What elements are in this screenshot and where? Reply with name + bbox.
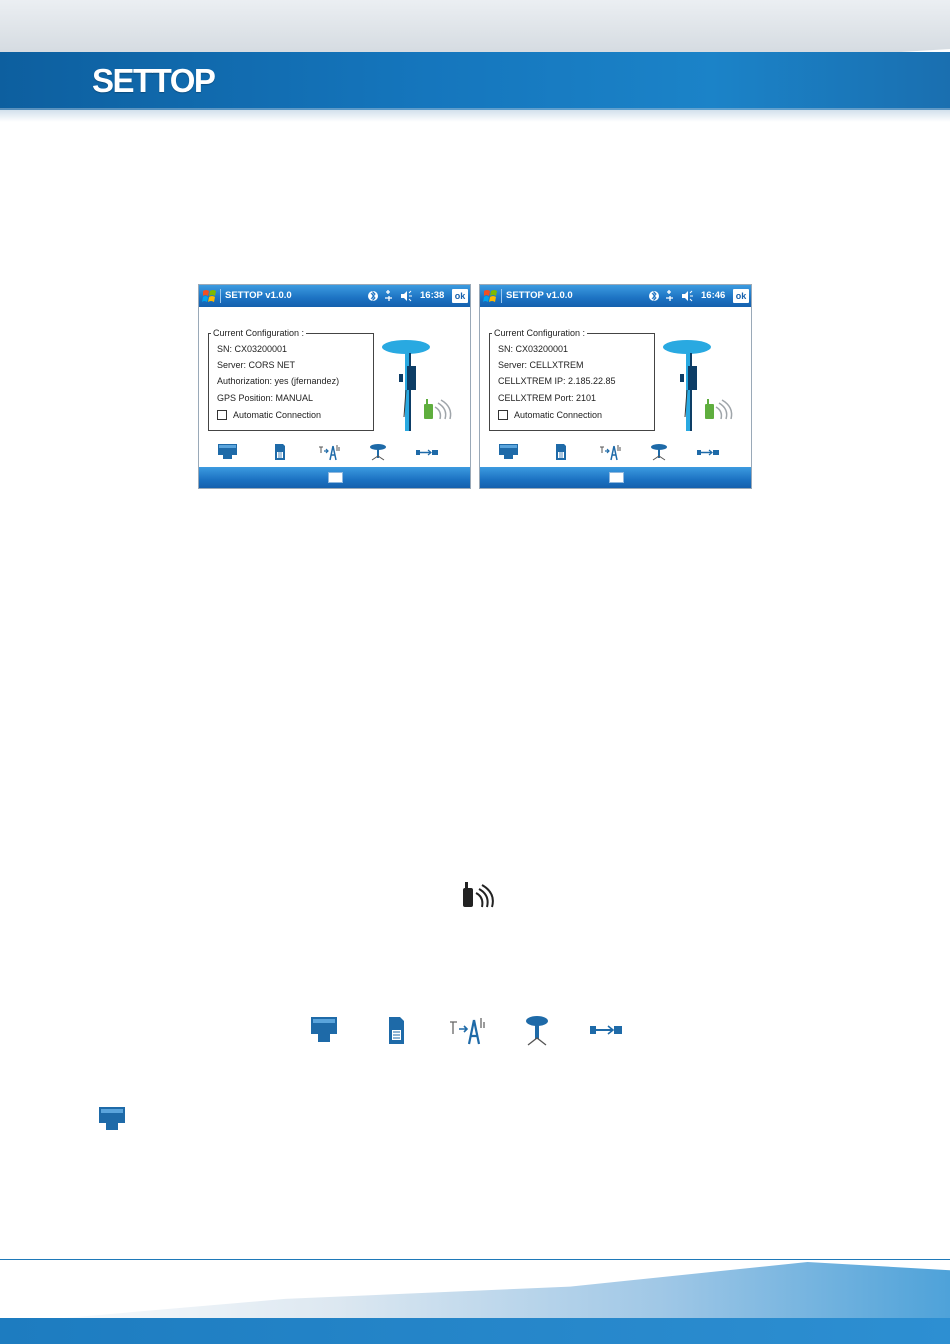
gps-position-line: GPS Position: MANUAL [217,393,314,403]
clock-time: 16:46 [701,290,726,301]
gps-antenna-icon[interactable] [366,443,390,461]
app-title: SETTOP v1.0.0 [506,290,573,301]
authorization-line: Authorization: yes (jfernandez) [217,376,340,386]
server-line: Server: CORS NET [217,360,296,370]
bluetooth-status-icon [649,291,659,301]
configuration-group [489,328,655,431]
windows-start-icon[interactable] [483,288,499,304]
ok-button[interactable]: ok [733,289,749,303]
volume-icon [401,291,412,301]
keyboard-icon[interactable] [328,472,343,483]
app-title: SETTOP v1.0.0 [225,290,292,301]
tool-bar [199,441,470,463]
gps-receiver-illustration [380,335,470,431]
connectivity-icon [385,290,392,301]
monitor-icon [304,1012,344,1048]
phone-signal-icon [705,399,732,419]
automatic-connection-checkbox[interactable] [498,410,508,420]
cellxtrem-ip-line: CELLXTREM IP: 2.185.22.85 [498,376,616,386]
bluetooth-status-icon [368,291,378,301]
serial-number-line: SN: CX03200001 [217,344,288,354]
command-bar [480,467,751,488]
automatic-connection-label: Automatic Connection [233,410,322,420]
automatic-connection-label: Automatic Connection [514,410,603,420]
cellxtrem-port-line: CELLXTREM Port: 2101 [498,393,597,403]
function-icon-strip [300,1012,640,1048]
antenna-tower-icon[interactable] [317,443,341,461]
gps-antenna-icon [517,1012,557,1048]
gps-receiver-illustration [661,335,751,431]
monitor-icon [97,1105,127,1133]
sim-card-icon[interactable] [268,443,292,461]
configuration-group [208,328,374,431]
server-line: Server: CELLXTREM [498,360,584,370]
tool-bar [480,441,751,463]
configuration-legend: Current Configuration : [213,328,305,338]
volume-icon [682,291,693,301]
pda-screen-cellxtrem [479,284,752,489]
clock-time: 16:38 [420,290,445,301]
configuration-legend: Current Configuration : [494,328,586,338]
phone-signal-icon [462,880,500,910]
serial-number-line: SN: CX03200001 [498,344,569,354]
cable-connector-icon [586,1012,626,1048]
ok-button[interactable]: ok [452,289,468,303]
antenna-tower-icon[interactable] [598,443,622,461]
automatic-connection-checkbox[interactable] [217,410,227,420]
gps-antenna-icon[interactable] [647,443,671,461]
cable-connector-icon[interactable] [415,443,439,461]
footer-band [0,1318,950,1344]
monitor-icon[interactable] [216,443,240,461]
windows-start-icon[interactable] [202,288,218,304]
sim-card-icon[interactable] [549,443,573,461]
monitor-icon[interactable] [497,443,521,461]
footer-rule [0,1259,950,1260]
pda-screen-cors [198,284,471,489]
keyboard-icon[interactable] [609,472,624,483]
title-separator [501,289,502,303]
sim-card-icon [376,1012,416,1048]
title-bar [199,285,470,307]
title-bar [480,285,751,307]
connectivity-icon [666,290,673,301]
title-separator [220,289,221,303]
page-title: SETTOP [92,62,215,99]
phone-signal-icon [424,399,451,419]
antenna-tower-icon [447,1012,487,1048]
cable-connector-icon[interactable] [696,443,720,461]
command-bar [199,467,470,488]
